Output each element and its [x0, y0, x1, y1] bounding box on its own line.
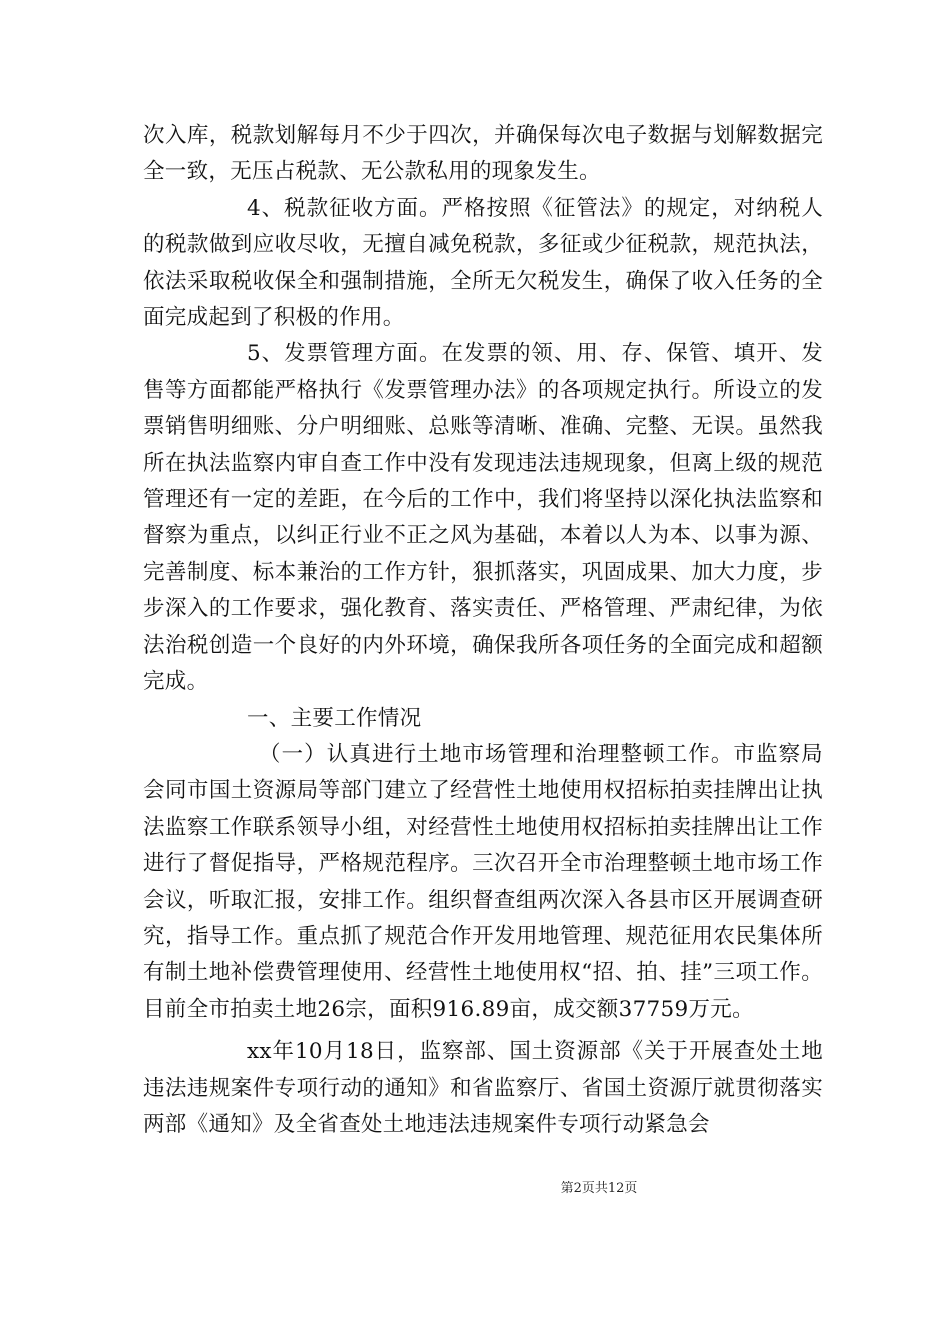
paragraph-invoice-management: 5、发票管理方面。在发票的领、用、存、保管、填开、发售等方面都能严格执行《发票管理办法》的各项规定执行。所设立的发票销售明细账、分户明细账、总账等清晰、准确、完整、无误。虽然我所在执法监察内审自查工作中没有发现违法违规现象，但离上级的规范管理还有一定的差距，在今后的工作中，我们将坚持以深化执法监察和督察为重点，以纠正行业不正之风为基础，本着以人为本、以事为源、完善制度、标本兼治的工作方针，狠抓落实，巩固成果、加大力度，步步深入的工作要求，强化教育、落实责任、严格管理、严肃纪律，为依法治税创造一个良好的内外环境，确保我所各项任务的全面完成和超额完成。	[143, 341, 823, 695]
paragraph-land-market: （一）认真进行土地市场管理和治理整顿工作。市监察局会同市国土资源局等部门建立了经营性土地使用权招标拍卖挂牌出让执法监察工作联系领导小组，对经营性土地使用权招标拍卖挂牌出让工作进行了督促指导，严格规范程序。三次召开全市治理整顿土地市场工作会议，听取汇报，安排工作。组织督查组两次深入各县市区开展调查研究，指导工作。重点抓了规范合作开发用地管理、规范征用农民集体所有制土地补偿费管理使用、经营性土地使用权“招、拍、挂”三项工作。目前全市拍卖土地26宗，面积916.89亩，成交额37759万元。	[143, 741, 823, 1022]
page-number-footer: 第2页共12页	[560, 1181, 638, 1196]
paragraph-tax-deposit: 次入库，税款划解每月不少于四次，并确保每次电子数据与划解数据完全一致，无压占税款、无公款私用的现象发生。	[143, 123, 823, 185]
section-heading-main-work: 一、主要工作情况	[247, 705, 422, 731]
document-body	[143, 118, 823, 1143]
paragraph-tax-collection: 4、税款征收方面。严格按照《征管法》的规定，对纳税人的税款做到应收尽收，无擅自减免税款，多征或少征税款，规范执法，依法采取税收保全和强制措施，全所无欠税发生，确保了收入任务的全面完成起到了积极的作用。	[143, 195, 823, 331]
paragraph-special-action: xx年10月18日，监察部、国土资源部《关于开展查处土地违法违规案件专项行动的通知》和省监察厅、省国土资源厅就贯彻落实两部《通知》及全省查处土地违法违规案件专项行动紧急会	[143, 1039, 823, 1137]
